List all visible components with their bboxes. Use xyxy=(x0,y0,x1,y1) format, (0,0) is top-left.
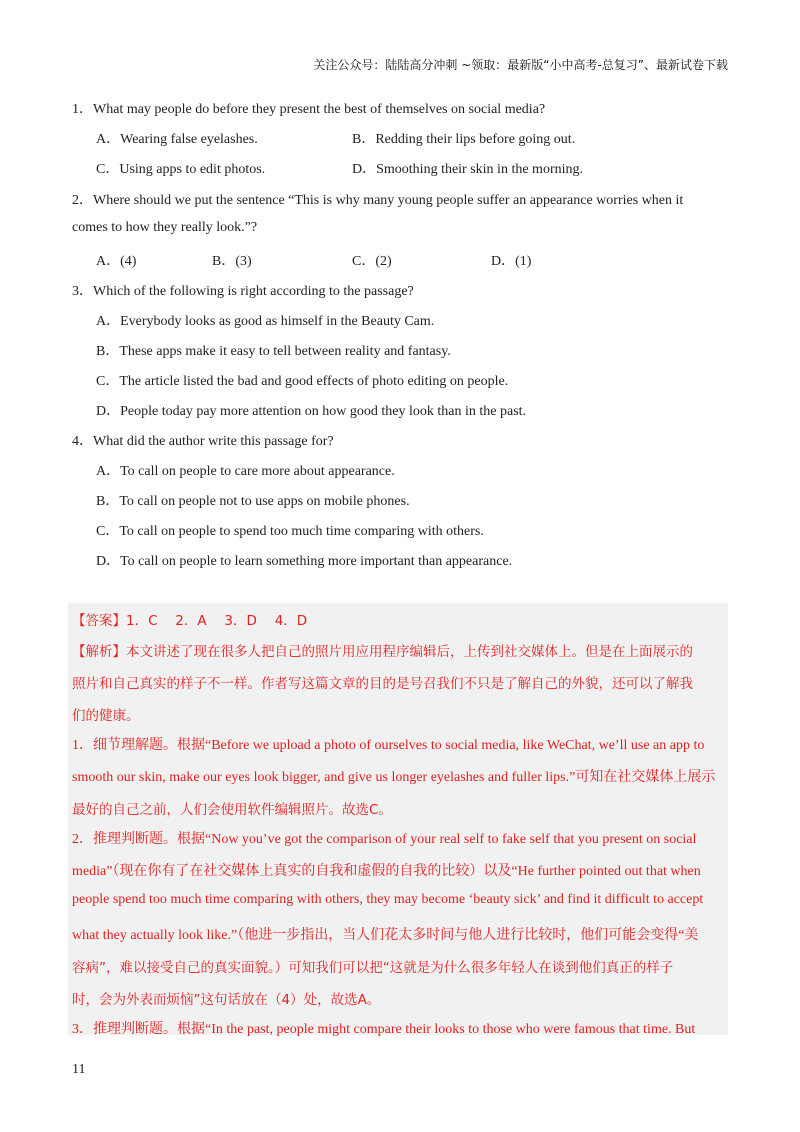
question-4-option-b: B．To call on people not to use apps on mobile phones. xyxy=(96,494,410,509)
question-1-stem: 1．What may people do before they present the best of themselves on social media? xyxy=(72,102,546,117)
question-2-option-b: B．(3) xyxy=(212,254,252,269)
question-2-option-d: D．(1) xyxy=(491,254,532,269)
question-2-stem: 2．Where should we put the sentence “This is why many young people suffer an appearance worries when it xyxy=(72,193,684,208)
explanation-1-line: smooth our skin, make our eyes look bigger, and give us longer eyelashes and fuller lips.”可知在社交媒体上展示 xyxy=(72,770,716,785)
question-1-option-b: B．Redding their lips before going out. xyxy=(352,132,576,147)
analysis-line: 【解析】本文讲述了现在很多人把自己的照片用应用程序编辑后，上传到社交媒体上。但是在上面展示的 xyxy=(72,644,693,660)
explanation-2-line: 2．推理判断题。根据“Now you’ve got the comparison of your real self to fake self that you present on social xyxy=(72,832,697,847)
question-4-option-d: D．To call on people to learn something more important than appearance. xyxy=(96,554,513,569)
answer-key: 【答案】1．C 2．A 3．D 4．D xyxy=(72,613,308,629)
question-1-option-c: C．Using apps to edit photos. xyxy=(96,162,266,177)
explanation-2-line: 容病”，难以接受自己的真实面貌。）可知我们可以把“这就是为什么很多年轻人在谈到他们真正的样子 xyxy=(72,960,674,976)
question-3-option-b: B．These apps make it easy to tell between reality and fantasy. xyxy=(96,344,451,359)
question-4-option-c: C．To call on people to spend too much time comparing with others. xyxy=(96,524,484,539)
question-2-stem-cont: comes to how they really look.”? xyxy=(72,220,258,235)
page-header: 关注公众号：陆陆高分冲刺 ~领取：最新版“小中高考-总复习”、最新试卷下载 xyxy=(313,58,728,72)
explanation-3-line: 3．推理判断题。根据“In the past, people might compare their looks to those who were famous that time. But xyxy=(72,1022,696,1037)
explanation-2-line: media”（现在你有了在社交媒体上真实的自我和虚假的自我的比较）以及“He further pointed out that when xyxy=(72,864,701,879)
question-3-option-c: C．The article listed the bad and good effects of photo editing on people. xyxy=(96,374,509,389)
analysis-line: 们的健康。 xyxy=(72,708,140,724)
question-1-option-a: A．Wearing false eyelashes. xyxy=(96,132,258,147)
question-3-option-d: D．People today pay more attention on how good they look than in the past. xyxy=(96,404,527,419)
explanation-2-line: people spend too much time comparing with others, they may become ‘beauty sick’ and find it difficult to accept xyxy=(72,892,704,907)
question-3-stem: 3．Which of the following is right according to the passage? xyxy=(72,284,414,299)
explanation-1-line: 最好的自己之前，人们会使用软件编辑照片。故选C。 xyxy=(72,802,392,818)
question-1-option-d: D．Smoothing their skin in the morning. xyxy=(352,162,583,177)
explanation-2-line: what they actually look like.”（他进一步指出，当人们花太多时间与他人进行比较时，他们可能会变得“美 xyxy=(72,928,699,943)
question-2-option-a: A．(4) xyxy=(96,254,137,269)
page-number: 11 xyxy=(72,1062,86,1077)
explanation-2-line: 时，会为外表而烦恼”这句话放在（4）处，故选A。 xyxy=(72,992,381,1008)
analysis-line: 照片和自己真实的样子不一样。作者写这篇文章的目的是号召我们不只是了解自己的外貌，还可以了解我 xyxy=(72,676,693,692)
question-3-option-a: A．Everybody looks as good as himself in the Beauty Cam. xyxy=(96,314,435,329)
question-4-stem: 4．What did the author write this passage for? xyxy=(72,434,334,449)
question-2-option-c: C．(2) xyxy=(352,254,392,269)
question-4-option-a: A．To call on people to care more about appearance. xyxy=(96,464,395,479)
explanation-1-line: 1．细节理解题。根据“Before we upload a photo of ourselves to social media, like WeChat, we’ll use an app to xyxy=(72,738,705,753)
